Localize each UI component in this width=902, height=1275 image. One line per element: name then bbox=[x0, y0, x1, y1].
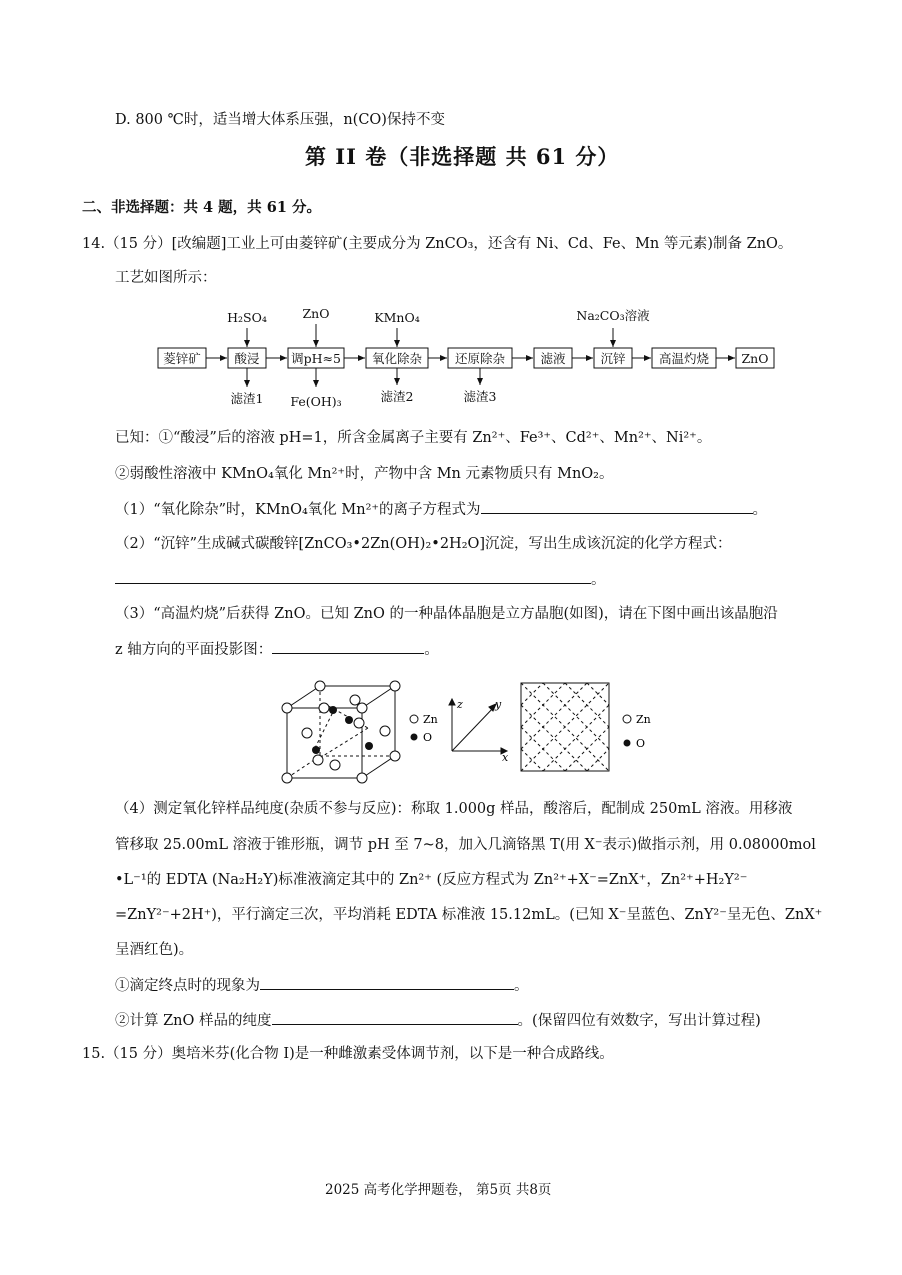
q14-part-4-line-4: =ZnY²⁻+2H⁺)，平行滴定三次，平均消耗 EDTA 标准液 15.12mL。(已知 X⁻呈蓝色、ZnY²⁻呈无色、ZnX⁺ bbox=[115, 907, 823, 923]
flow-label-precipitate-zn: 沉锌 bbox=[600, 351, 626, 366]
q14-part-4-q2-tail: 。(保留四位有效数字，写出计算过程) bbox=[517, 1013, 761, 1029]
q14-intro-2: 工艺如图所示： bbox=[115, 270, 217, 286]
q14-part-2: （2）“沉锌”生成碱式碳酸锌[ZnCO₃•2Zn(OH)₂•2H₂O]沉淀，写出生成该沉淀的化学方程式： bbox=[115, 536, 732, 552]
answer-blank-1[interactable] bbox=[481, 499, 753, 514]
flow-input-kmno4: KMnO₄ bbox=[374, 310, 420, 325]
flow-input-zno: ZnO bbox=[302, 306, 330, 321]
q15-intro: 15.（15 分）奥培米芬(化合物 I)是一种雌激素受体调节剂，以下是一种合成路线。 bbox=[82, 1046, 614, 1062]
flow-label-adjust-ph: 调pH≈5 bbox=[291, 351, 341, 366]
flow-box-adjust-ph bbox=[288, 348, 344, 368]
q14-part-2-answer bbox=[115, 569, 606, 590]
legend-2-zn-label: Zn bbox=[636, 713, 651, 726]
flow-box-oxidize bbox=[366, 348, 428, 368]
q14-part-4-q1-text: ①滴定终点时的现象为 bbox=[115, 978, 260, 994]
legend-zn-label: Zn bbox=[423, 713, 438, 726]
flow-box-reduce bbox=[448, 348, 512, 368]
legend-2-o-label: O bbox=[636, 737, 646, 750]
q14-part-3-line-2 bbox=[115, 639, 439, 660]
flow-box-calcine bbox=[652, 348, 716, 368]
projection-answer-box bbox=[521, 683, 609, 771]
period: 。 bbox=[591, 572, 606, 588]
answer-blank-4[interactable] bbox=[260, 975, 514, 990]
flow-input-h2so4: H₂SO₄ bbox=[227, 310, 267, 325]
flow-label-oxidize: 氧化除杂 bbox=[371, 351, 423, 366]
q14-part-4-line-3: •L⁻¹的 EDTA (Na₂H₂Y)标准液滴定其中的 Zn²⁺ (反应方程式为 Zn²⁺+X⁻=ZnX⁺，Zn²⁺+H₂Y²⁻ bbox=[115, 872, 748, 888]
process-flow-diagram bbox=[150, 300, 790, 416]
q13-option-d: D. 800 ℃时，适当增大体系压强，n(CO)保持不变 bbox=[115, 112, 445, 128]
period: 。 bbox=[752, 502, 768, 518]
axis-x-label: x bbox=[502, 751, 509, 764]
q14-part-4-line-5: 呈酒红色)。 bbox=[115, 942, 194, 958]
o-atoms bbox=[312, 706, 373, 754]
axis-y-label: y bbox=[495, 698, 502, 711]
flow-box-zno bbox=[736, 348, 774, 368]
period: 。 bbox=[424, 642, 439, 658]
q14-part-1-text: （1）“氧化除杂”时，KMnO₄氧化 Mn²⁺的离子方程式为 bbox=[115, 502, 481, 518]
flow-label-acid-leach: 酸浸 bbox=[234, 351, 260, 366]
period: 。 bbox=[514, 978, 529, 994]
q14-part-3-text: z 轴方向的平面投影图： bbox=[115, 642, 273, 658]
flow-box-ore bbox=[158, 348, 206, 368]
q14-part-1 bbox=[115, 499, 767, 520]
q14-part-3: （3）“高温灼烧”后获得 ZnO。已知 ZnO 的一种晶体晶胞是立方晶胞(如图)，请在下图中画出该晶胞沿 bbox=[115, 606, 778, 622]
q14-part-4: （4）测定氧化锌样品纯度(杂质不参与反应)：称取 1.000g 样品，酸溶后，配制成 250mL 溶液。用移液 bbox=[115, 801, 793, 817]
q14-part-4-q2 bbox=[115, 1010, 761, 1031]
answer-blank-5[interactable] bbox=[272, 1010, 518, 1025]
flow-label-calcine: 高温灼烧 bbox=[658, 351, 710, 366]
section-title: 第 II 卷（非选择题 共 61 分） bbox=[305, 144, 620, 169]
flow-input-na2co3: Na₂CO₃溶液 bbox=[576, 308, 650, 323]
flow-output-residue-1: 滤渣1 bbox=[230, 391, 264, 406]
answer-blank-3[interactable] bbox=[272, 639, 424, 654]
flow-label-ore: 菱锌矿 bbox=[163, 351, 201, 366]
flow-output-residue-2: 滤渣2 bbox=[380, 389, 414, 404]
flow-label-zno: ZnO bbox=[741, 351, 769, 366]
q14-known-2: ②弱酸性溶液中 KMnO₄氧化 Mn²⁺时，产物中含 Mn 元素物质只有 MnO₂。 bbox=[115, 466, 614, 482]
flow-output-residue-3: 滤渣3 bbox=[463, 389, 497, 404]
legend-o-label: O bbox=[423, 731, 433, 744]
flow-box-acid-leach bbox=[228, 348, 266, 368]
flow-label-filtrate: 滤液 bbox=[540, 351, 566, 366]
section-heading: 二、非选择题：共 4 题，共 61 分。 bbox=[82, 199, 321, 216]
flow-label-reduce: 还原除杂 bbox=[454, 351, 506, 366]
q14-part-4-q2-text: ②计算 ZnO 样品的纯度 bbox=[115, 1013, 272, 1029]
flow-box-filtrate bbox=[534, 348, 572, 368]
q14-known-1: 已知：①“酸浸”后的溶液 pH=1，所含金属离子主要有 Zn²⁺、Fe³⁺、Cd²⁺、Mn²⁺、Ni²⁺。 bbox=[115, 430, 712, 446]
q14-intro: 14.（15 分）[改编题]工业上可由菱锌矿(主要成分为 ZnCO₃，还含有 Ni、Cd、Fe、Mn 等元素)制备 ZnO。 bbox=[82, 236, 793, 252]
flow-box-precipitate-zn bbox=[594, 348, 632, 368]
flow-output-fe-oh3: Fe(OH)₃ bbox=[290, 394, 342, 409]
crystal-cell-figure bbox=[275, 678, 655, 784]
q14-part-4-line-2: 管移取 25.00mL 溶液于锥形瓶，调节 pH 至 7~8，加入几滴铬黑 T(用 X⁻表示)做指示剂，用 0.08000mol bbox=[115, 837, 816, 853]
axis-z-label: z bbox=[457, 698, 463, 711]
page-footer: 2025 高考化学押题卷， 第5页 共8页 bbox=[325, 1182, 552, 1198]
answer-blank-2[interactable] bbox=[115, 569, 591, 584]
q14-part-4-q1 bbox=[115, 975, 529, 996]
zn-atoms bbox=[282, 681, 400, 783]
